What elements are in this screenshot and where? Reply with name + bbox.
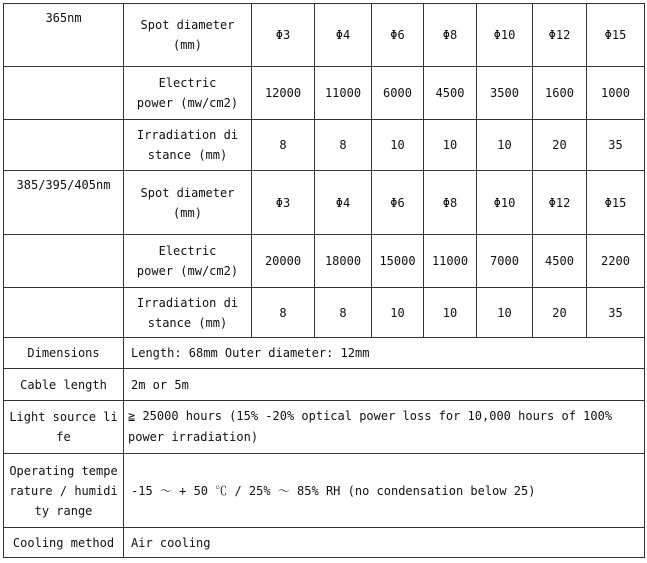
power-cell: 4500 <box>424 67 477 120</box>
distance-cell: 8 <box>252 288 315 338</box>
spot-cell: Φ3 <box>252 4 315 67</box>
power-cell: 15000 <box>372 235 424 288</box>
power-cell: 4500 <box>533 235 587 288</box>
empty-cell <box>4 288 124 338</box>
row-label-electric-power: Electric power (mw/cm2) <box>124 67 252 120</box>
distance-cell: 10 <box>424 288 477 338</box>
spot-cell: Φ12 <box>533 171 587 235</box>
table-row <box>4 338 645 369</box>
distance-cell: 10 <box>424 120 477 171</box>
power-cell: 1600 <box>533 67 587 120</box>
row-label-irradiation-distance: Irradiation di stance (mm) <box>124 288 252 338</box>
power-cell: 2200 <box>587 235 645 288</box>
spec-value-dimensions: Length: 68mm Outer diameter: 12mm <box>124 338 645 369</box>
wavelength-cell: 385/395/405nm <box>4 171 124 235</box>
row-label-spot-diameter: Spot diameter (mm) <box>124 4 252 67</box>
distance-cell: 35 <box>587 288 645 338</box>
spec-label-operating-range: Operating tempe rature / humidi ty range <box>4 454 124 528</box>
row-label-spot-diameter: Spot diameter (mm) <box>124 171 252 235</box>
spot-cell: Φ12 <box>533 4 587 67</box>
distance-cell: 10 <box>372 120 424 171</box>
distance-cell: 20 <box>533 288 587 338</box>
spec-label-dimensions: Dimensions <box>4 338 124 369</box>
spot-cell: Φ10 <box>477 4 533 67</box>
empty-cell <box>4 67 124 120</box>
spec-value-cooling-method: Air cooling <box>124 528 645 558</box>
empty-cell <box>4 120 124 171</box>
spec-label-cable-length: Cable length <box>4 369 124 401</box>
spot-cell: Φ8 <box>424 171 477 235</box>
distance-cell: 10 <box>477 288 533 338</box>
table-row <box>4 401 645 454</box>
empty-cell <box>4 235 124 288</box>
power-cell: 11000 <box>315 67 372 120</box>
distance-cell: 35 <box>587 120 645 171</box>
distance-cell: 8 <box>315 120 372 171</box>
spot-cell: Φ6 <box>372 171 424 235</box>
distance-cell: 10 <box>372 288 424 338</box>
power-cell: 7000 <box>477 235 533 288</box>
distance-cell: 20 <box>533 120 587 171</box>
spot-cell: Φ4 <box>315 171 372 235</box>
table-row <box>4 67 645 120</box>
table-row <box>4 120 645 171</box>
row-label-electric-power: Electric power (mw/cm2) <box>124 235 252 288</box>
power-cell: 12000 <box>252 67 315 120</box>
spec-value-operating-range: -15 ～ + 50 ℃ / 25% ～ 85% RH (no condensation below 25) <box>124 454 645 528</box>
spot-cell: Φ15 <box>587 4 645 67</box>
table-row <box>4 454 645 528</box>
spot-cell: Φ6 <box>372 4 424 67</box>
table-row <box>4 369 645 401</box>
table-row <box>4 4 645 67</box>
spot-cell: Φ15 <box>587 171 645 235</box>
spot-cell: Φ3 <box>252 171 315 235</box>
row-label-irradiation-distance: Irradiation di stance (mm) <box>124 120 252 171</box>
table-row <box>4 235 645 288</box>
power-cell: 1000 <box>587 67 645 120</box>
spec-label-cooling-method: Cooling method <box>4 528 124 558</box>
distance-cell: 10 <box>477 120 533 171</box>
wavelength-cell: 365nm <box>4 4 124 67</box>
power-cell: 20000 <box>252 235 315 288</box>
spot-cell: Φ8 <box>424 4 477 67</box>
distance-cell: 8 <box>252 120 315 171</box>
spot-cell: Φ10 <box>477 171 533 235</box>
spec-value-cable-length: 2m or 5m <box>124 369 645 401</box>
table-row <box>4 171 645 235</box>
power-cell: 18000 <box>315 235 372 288</box>
power-cell: 3500 <box>477 67 533 120</box>
table-row <box>4 288 645 338</box>
spec-label-light-source-life: Light source li fe <box>4 401 124 454</box>
spec-value-light-source-life: ≧ 25000 hours (15% -20% optical power loss for 10,000 hours of 100% power irradiation) <box>124 401 645 454</box>
distance-cell: 8 <box>315 288 372 338</box>
table-row <box>4 528 645 558</box>
spec-table <box>3 3 645 558</box>
power-cell: 6000 <box>372 67 424 120</box>
spot-cell: Φ4 <box>315 4 372 67</box>
power-cell: 11000 <box>424 235 477 288</box>
